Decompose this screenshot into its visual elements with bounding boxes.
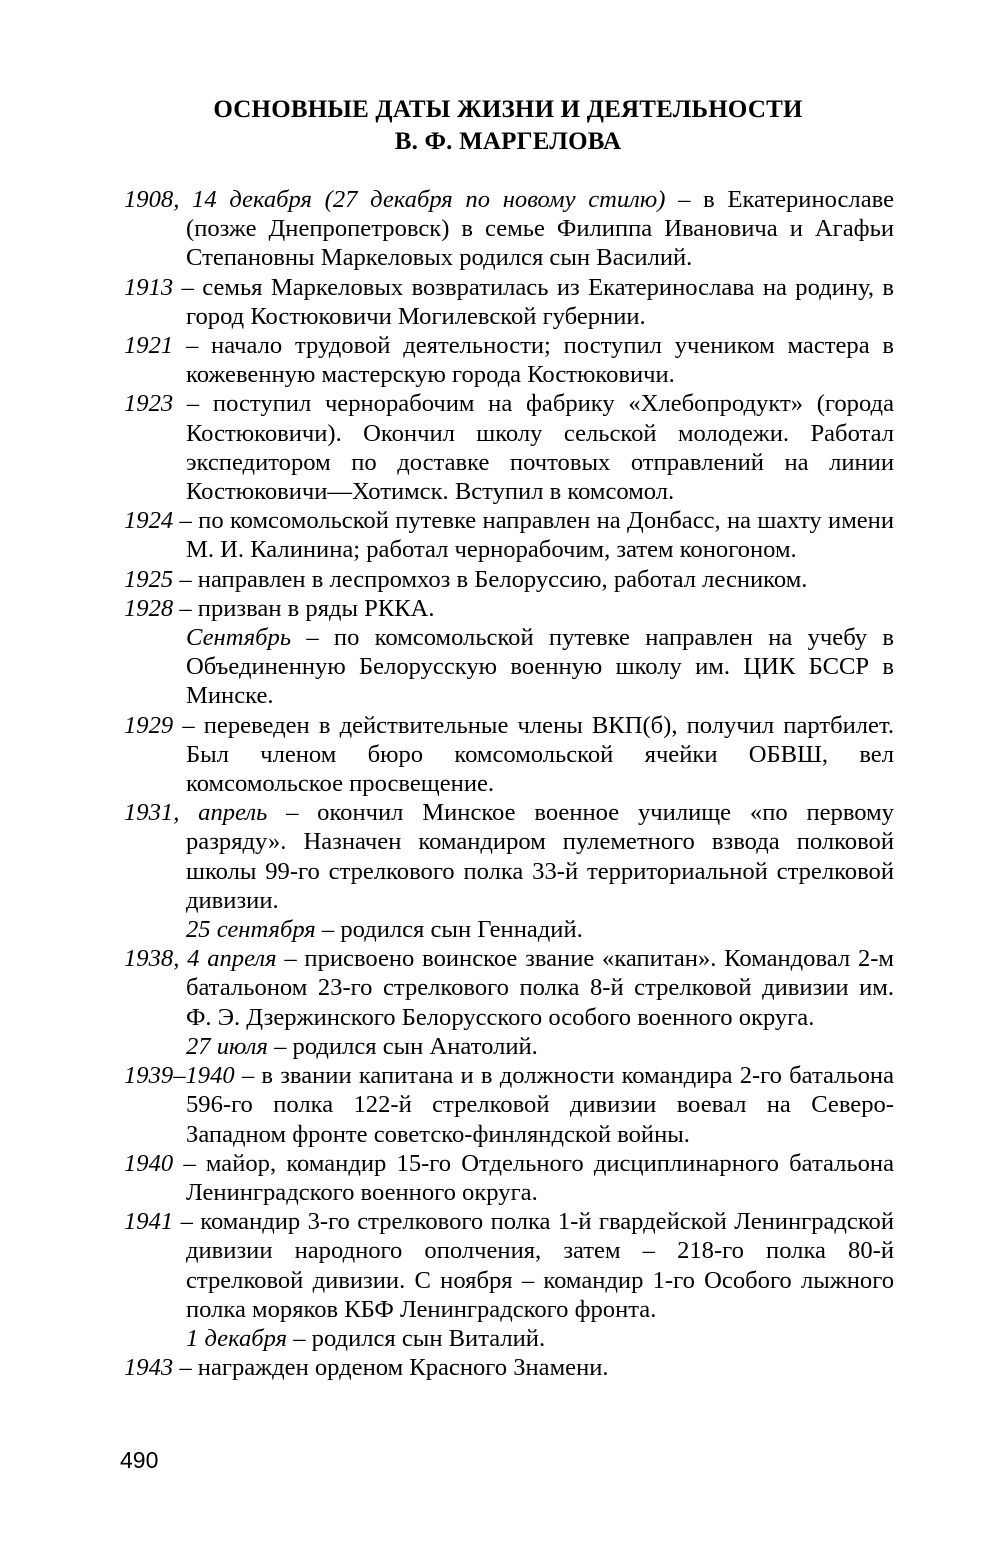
- entry-text: – окончил Минское военное училище «по первому разряду». Назначен командиром пулеметного взвода полковой школы 99-го стрелкового полка 33-й территориальной стрелковой дивизии.: [186, 799, 894, 914]
- entry-text: – семья Маркеловых возвратилась из Екатеринослава на родину, в город Костюковичи Могилевской губернии.: [173, 273, 894, 330]
- chronology-entry: [124, 1353, 894, 1382]
- chronology-sub-entry: [124, 1032, 894, 1061]
- entry-text: – по комсомольской путевке направлен на Донбасс, на шахту имени М. И. Калинина; работал чернорабочим, затем коногоном.: [173, 507, 894, 564]
- entry-date: 1941: [124, 1208, 174, 1236]
- entry-text: – направлен в леспромхоз в Белоруссию, работал лесником.: [173, 565, 808, 593]
- entry-date: 1938, 4 апреля: [124, 945, 277, 973]
- entry-text: – майор, командир 15-го Отдельного дисциплинарного батальона Ленинградского военного округа.: [173, 1149, 894, 1206]
- chapter-title: [120, 94, 896, 158]
- entry-date: 1931, апрель: [124, 799, 268, 827]
- entry-date: 1943: [124, 1354, 174, 1382]
- chronology-sub-entry: [124, 915, 894, 944]
- title-line-2: В. Ф. МАРГЕЛОВА: [394, 128, 622, 155]
- entry-date: 1929: [124, 711, 174, 739]
- chronology-entry: [124, 1207, 894, 1324]
- entry-text: – по комсомольской путевке направлен на учебу в Объединенную Белорусскую военную школу им. ЦИК БССР в Минске.: [186, 624, 894, 710]
- entry-date: 1923: [124, 390, 174, 418]
- entry-text: – в звании капитана и в должности командира 2-го батальона 596-го полка 122-й стрелковой дивизии воевал на Северо-Западном фронте советско-финляндской войны.: [186, 1062, 894, 1148]
- chronology-sub-entry: [124, 1324, 894, 1353]
- entry-text: – родился сын Геннадий.: [315, 916, 583, 944]
- title-line-1: ОСНОВНЫЕ ДАТЫ ЖИЗНИ И ДЕЯТЕЛЬНОСТИ: [213, 96, 803, 123]
- chronology-entry: [124, 389, 894, 506]
- entry-date: 1928: [124, 594, 174, 622]
- entry-date: 1913: [124, 273, 174, 301]
- entry-text: – присвоено воинское звание «капитан». Командовал 2-м батальоном 23-го стрелкового полка 8-й стрелковой дивизии им. Ф. Э. Дзержинского Белорусского особого военного округа.: [186, 945, 894, 1031]
- entry-text: – награжден орденом Красного Знамени.: [173, 1354, 609, 1382]
- chronology-entry: [124, 185, 894, 273]
- page-number: 490: [120, 1447, 159, 1473]
- entry-date: 1925: [124, 565, 174, 593]
- entry-text: – призван в ряды РККА.: [173, 594, 435, 622]
- entry-text: – родился сын Виталий.: [287, 1324, 546, 1352]
- entry-date: 1939–1940: [124, 1062, 235, 1090]
- chronology-entry: [124, 331, 894, 389]
- entry-date: 1921: [124, 332, 174, 360]
- entry-text: – командир 3-го стрелкового полка 1-й гвардейской Ленинградской дивизии народного ополчения, затем – 218-го полка 80-й стрелковой дивизии. С ноября – командир 1-го Особого лыжного полка моряков КБФ Ленинградского фронта.: [173, 1208, 894, 1323]
- entry-text: – начало трудовой деятельности; поступил учеником мастера в кожевенную мастерскую города Костюковичи.: [173, 332, 894, 389]
- chronology-entry: [124, 594, 894, 623]
- entry-date: 1908, 14 декабря (27 декабря по новому стилю): [124, 186, 666, 213]
- entry-text: – переведен в действительные члены ВКП(б), получил партбилет. Был членом бюро комсомольской ячейки ОБВШ, вел комсомольское просвещение.: [173, 711, 894, 798]
- entry-text: – в Екатеринославе (позже Днепропетровск) в семье Филиппа Ивановича и Агафьи Степановны Маркеловых родился сын Василий.: [186, 186, 894, 272]
- entry-date: 1940: [124, 1149, 174, 1177]
- chronology-entry: [124, 944, 894, 1032]
- entry-date: Сентябрь: [186, 624, 292, 652]
- chronology-entry: [124, 506, 894, 564]
- chronology-entry: [124, 273, 894, 331]
- chronology-entry: [124, 798, 894, 915]
- chronology-entry: [124, 565, 894, 594]
- entry-date: 1 декабря: [186, 1324, 288, 1352]
- entry-text: – родился сын Анатолий.: [267, 1032, 538, 1060]
- chronology-entry: [124, 711, 894, 799]
- entry-text: – поступил чернорабочим на фабрику «Хлебопродукт» (города Костюковичи). Окончил школу сельской молодежи. Работал экспедитором по доставке почтовых отправлений на линии Костюковичи—Хотимск. Вступил в комсомол.: [173, 390, 894, 506]
- chronology-sub-entry: [124, 623, 894, 711]
- entry-date: 25 сентября: [186, 916, 316, 944]
- entry-date: 27 июля: [186, 1032, 268, 1060]
- entry-date: 1924: [124, 507, 174, 535]
- chronology-entry: [124, 1061, 894, 1149]
- chronology-entry: [124, 1149, 894, 1207]
- chronology-list: [124, 185, 894, 1382]
